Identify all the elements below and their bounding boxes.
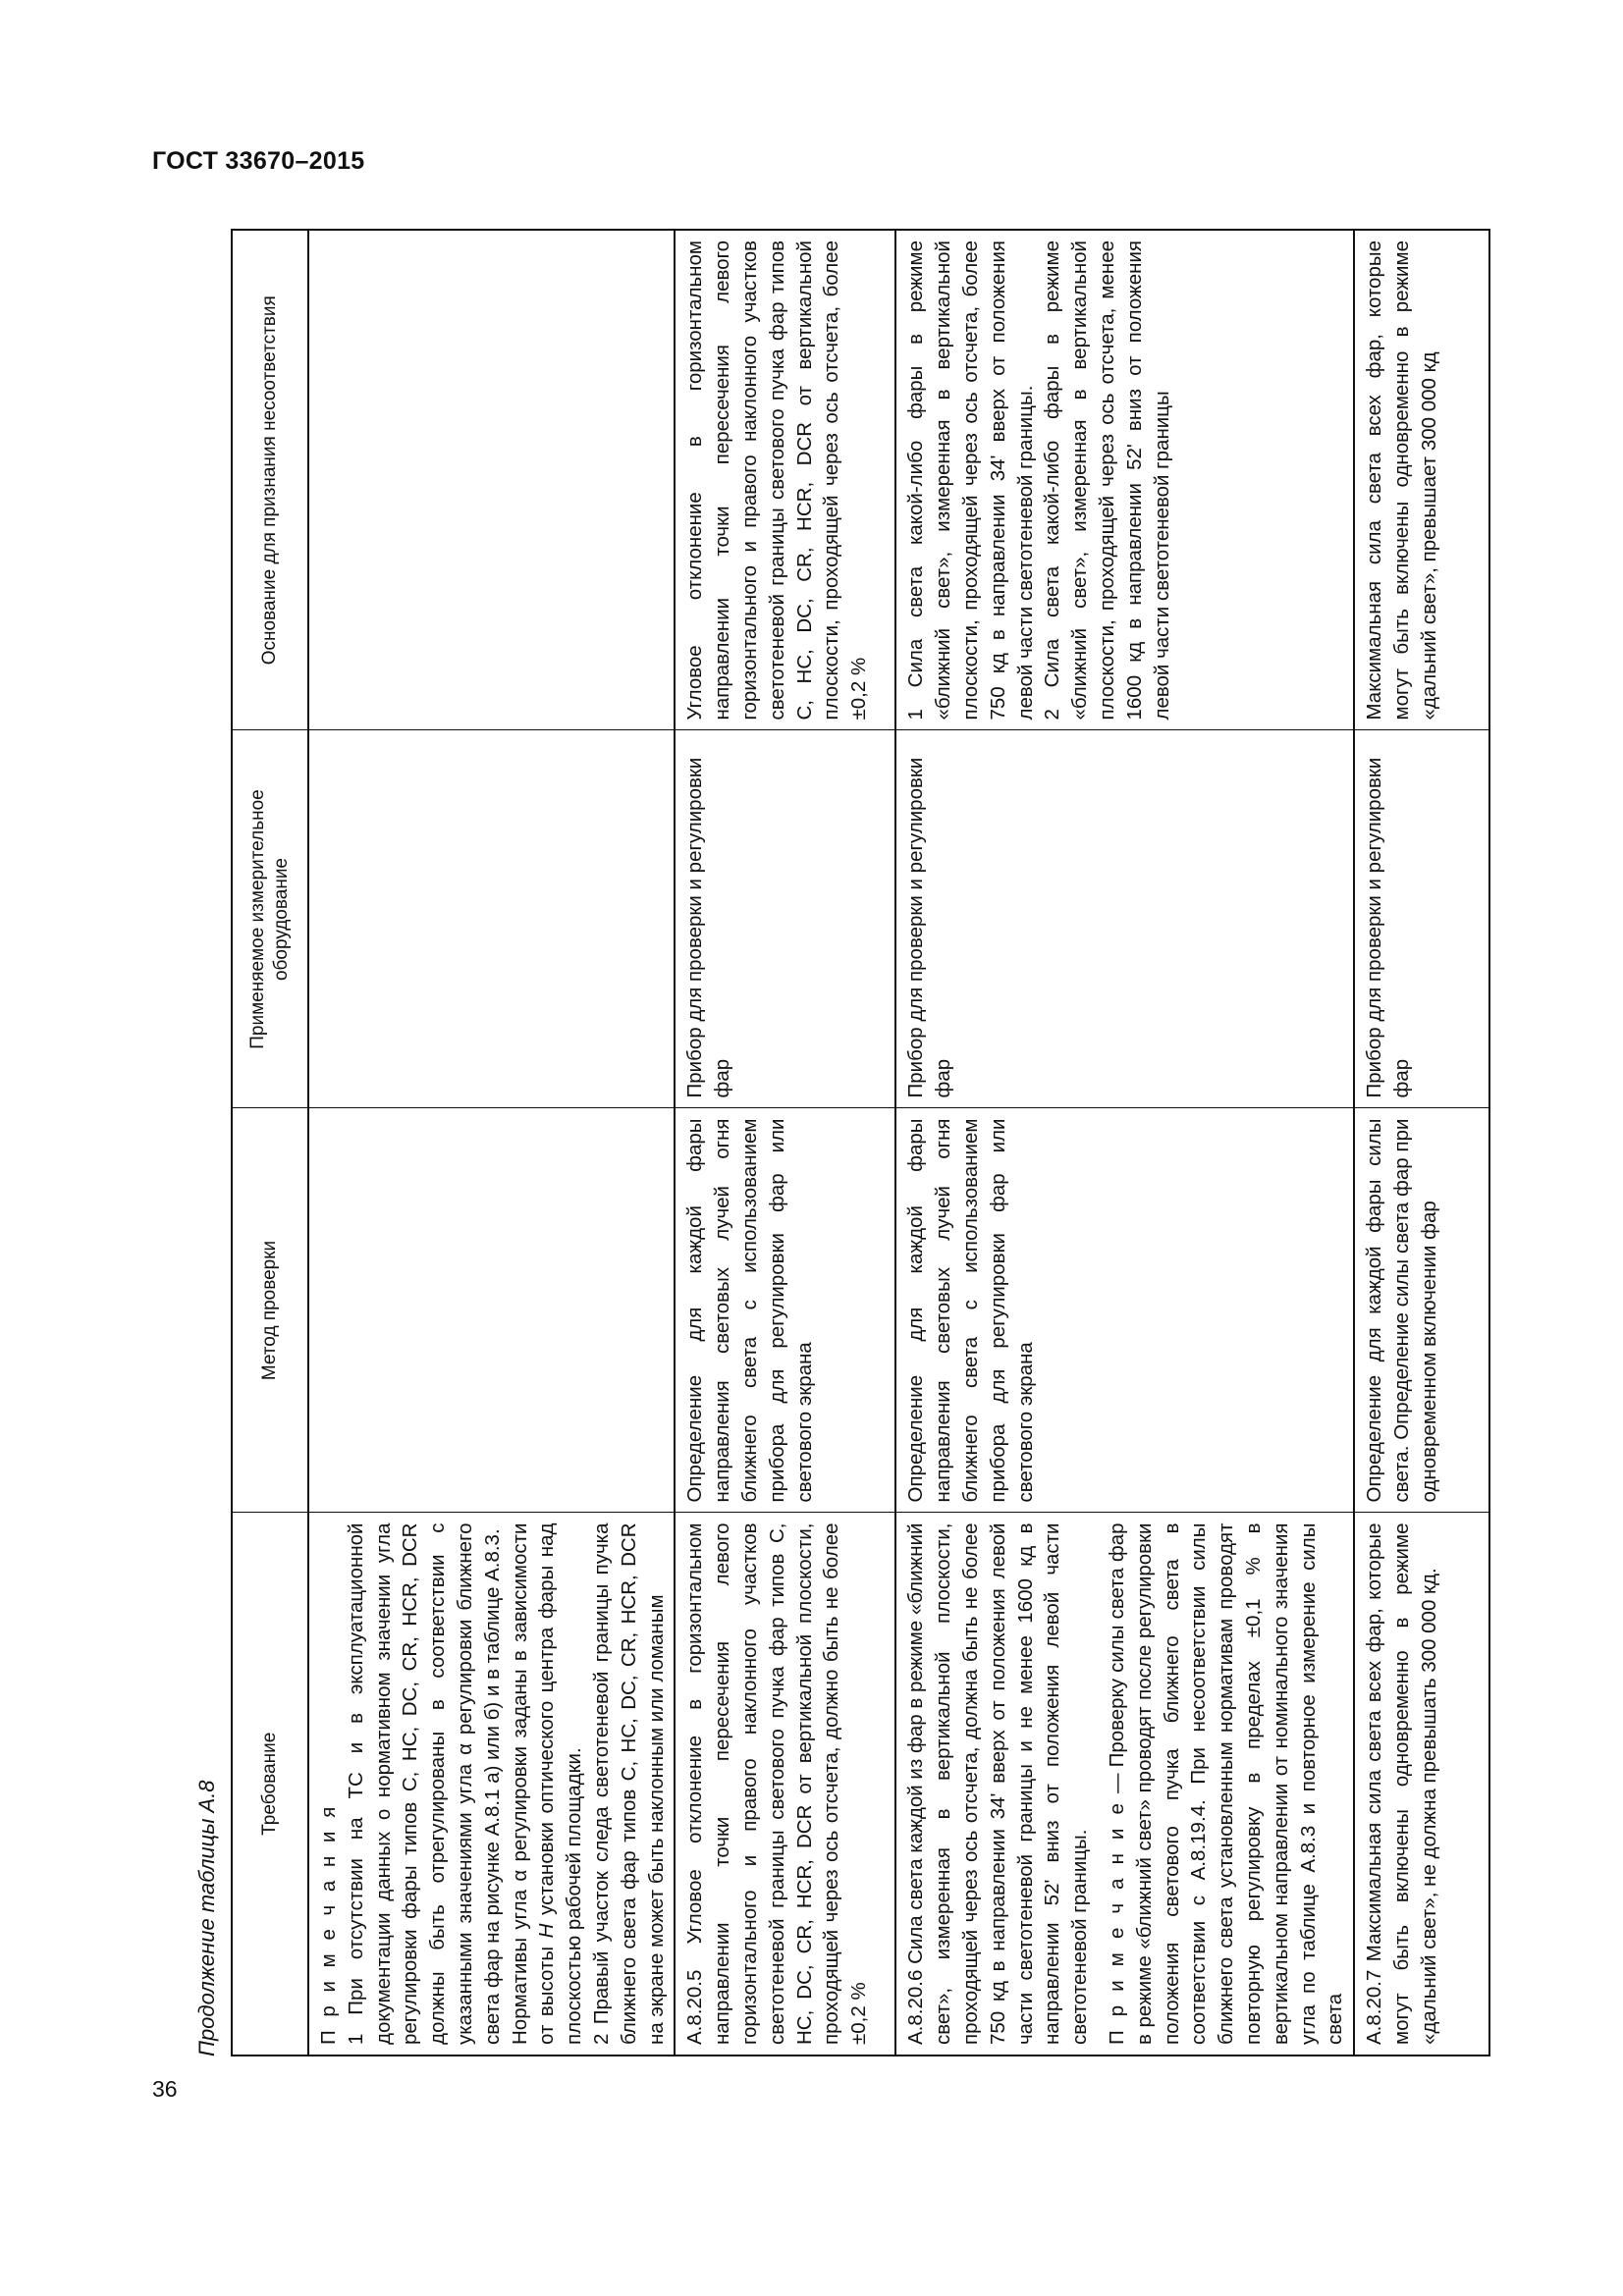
method-cell: Определение для каждой фары направления световых лучей огня ближнего света с использованием прибора для регулировки фар или светового экрана (895, 1108, 1354, 1513)
basis-cell (308, 230, 675, 730)
basis-cell (895, 230, 1354, 730)
table-header-row (232, 230, 308, 2056)
basis-cell: Угловое отклонение в горизонтальном направлении точки пересечения левого горизонтального и правого наклонного участков светотеневой границы светового пучка фар типов C, HC, DC, CR, HCR, DCR от вертикальной плоскости, проходящей через ось отсчета, более ±0,2 % (675, 230, 895, 730)
note-1-height: Нормативы угла α регулировки заданы в зависимости от высоты Н установки оптического центра фары над плоскостью рабочей площадки. (508, 1522, 586, 2045)
column-header-equipment: Применяемое измерительное оборудование (232, 730, 308, 1108)
page-number: 36 (152, 2076, 178, 2102)
basis-item-2: 2 Сила света какой-либо фары в режиме «ближний свет», измеренная в вертикальной плоскости, проходящей через ось отсчета, менее 1600 кд в направлении 52' вниз от положения левой части светотеневой границы (1041, 240, 1173, 721)
equipment-cell: Прибор для проверки и регулировки фар (675, 730, 895, 1108)
table-row (308, 230, 675, 2056)
method-cell: Определение для каждой фары направления световых лучей огня ближнего света с использованием прибора для регулировки фар или светового экрана (675, 1108, 895, 1513)
document-code: ГОСТ 33670–2015 (152, 147, 365, 175)
rotated-table-block (194, 231, 1461, 2056)
method-cell: Определение для каждой фары силы света. Определение силы света фар при одновременном включении фар (1354, 1108, 1489, 1513)
column-header-basis: Основание для признания несоответствия (232, 230, 308, 730)
equipment-cell: Прибор для проверки и регулировки фар (1354, 730, 1489, 1108)
requirements-table (231, 229, 1490, 2056)
requirement-cell: А.8.20.7 Максимальная сила света всех фар, которые могут быть включены одновременно в режиме «дальний свет», не должна превышать 300 000 кд. (1354, 1513, 1489, 2056)
requirement-cell (895, 1513, 1354, 2056)
table-continuation-caption: Продолжение таблицы А.8 (194, 1780, 219, 2056)
table-row (895, 230, 1354, 2056)
requirement-cell (308, 1513, 675, 2056)
column-header-requirement: Требование (232, 1513, 308, 2056)
requirement-cell: А.8.20.5 Угловое отклонение в горизонтальном направлении точки пересечения левого горизонтального и правого наклонного участков светотеневой границы светового пучка фар типов C, HC, DC, CR, HCR, DCR от вертикальной плоскости, проходящей через ось отсчета, должно быть не более ±0,2 % (675, 1513, 895, 2056)
table-row (1354, 230, 1489, 2056)
basis-cell: Максимальная сила света всех фар, которые могут быть включены одновременно в режиме «дальний свет», превышает 300 000 кд (1354, 230, 1489, 730)
requirement-main: А.8.20.6 Сила света каждой из фар в режиме «ближний свет», измеренная в вертикальной плоскости, проходящей через ось отсчета, должна быть не более 750 кд в направлении 34' вверх от положения левой части светотеневой границы и не менее 1600 кд в направлении 52' вниз от положения левой части светотеневой границы. (904, 1522, 1092, 2045)
note-2: 2 Правый участок следа светотеневой границы пучка ближнего света фар типов C, HC, DC, CR, HCR, DCR на экране может быть наклонным или ломаным (589, 1522, 668, 2045)
table-row (675, 230, 895, 2056)
notes-title: П р и м е ч а н и я (317, 1802, 340, 2045)
equipment-cell: Прибор для проверки и регулировки фар (895, 730, 1354, 1108)
method-cell (308, 1108, 675, 1513)
column-header-method: Метод проверки (232, 1108, 308, 1513)
basis-item-1: 1 Сила света какой-либо фары в режиме «ближний свет», измеренная в вертикальной плоскости, проходящей через ось отсчета, более 750 кд в направлении 34' вверх от положения левой части светотеневой границы. (904, 240, 1037, 721)
requirement-note: П р и м е ч а н и е — Проверку силы света фар в режиме «ближний свет» проводят после регулировки положения светового пучка ближнего света в соответствии с А.8.19.4. При несоответствии силы ближнего света установленным нормативам проводят повторную регулировку в пределах ±0,1 % в вертикальном направлении от номинального значения угла по таблице А.8.3 и повторное измерение силы света (1105, 1522, 1347, 2045)
equipment-cell (308, 730, 675, 1108)
note-1: 1 При отсутствии на ТС и в эксплуатационной документации данных о нормативном значении угла регулировки фары типов C, HC, DC, CR, HCR, DCR должны быть отрегулированы в соответствии с указанными значениями угла α регулировки ближнего света фар на рисунке А.8.1 а) или б) и в таблице А.8.3. (344, 1522, 504, 2045)
